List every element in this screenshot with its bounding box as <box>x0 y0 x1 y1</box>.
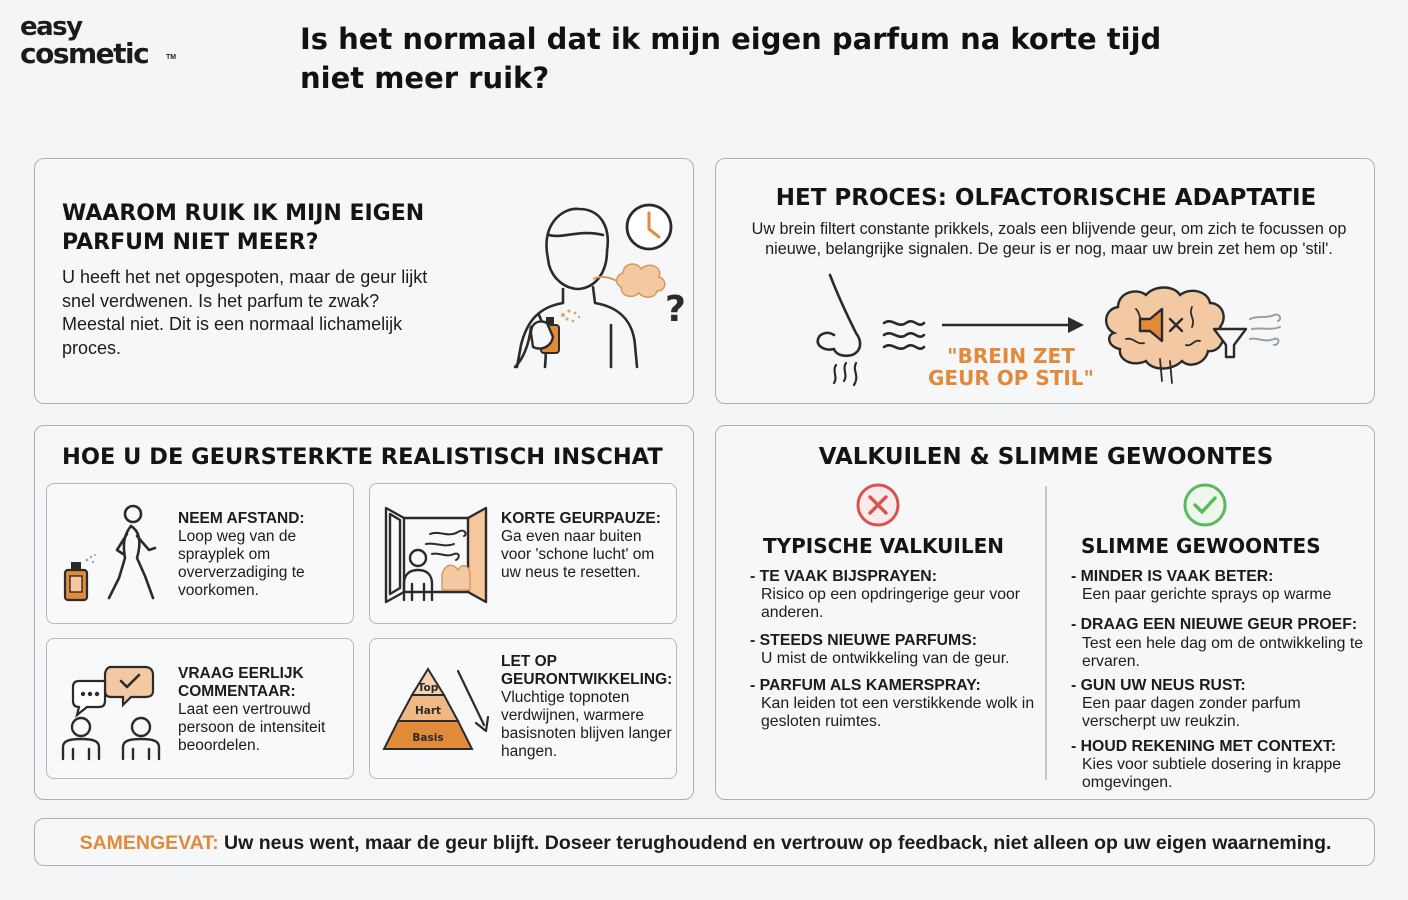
estimate-heading: HOE U DE GEURSTERKTE REALISTISCH INSCHAT <box>62 444 663 470</box>
brain-muted-icon <box>1096 283 1286 387</box>
logo-trademark: TM <box>166 54 177 61</box>
tip-title-distance: NEEM AFSTAND: <box>178 510 305 527</box>
tip-text-feedback <box>178 665 350 755</box>
summary-body: Uw neus went, maar de geur blijft. Doseer terughoudend en vertrouw op feedback, niet alleen op uw eigen waarneming. <box>224 832 1332 854</box>
habit-title: - MINDER IS VAAK BETER: <box>1071 568 1274 585</box>
feedback-people-icon <box>59 661 165 761</box>
habit-item <box>1071 568 1371 604</box>
tip-title-feedback: VRAAG EERLIJK COMMENTAAR: <box>178 665 304 700</box>
habit-item <box>1071 738 1371 793</box>
pitfall-title: - PARFUM ALS KAMERSPRAY: <box>750 677 981 695</box>
pitfalls-heading: VALKUILEN & SLIMME GEWOONTES <box>818 444 1274 470</box>
why-body: U heeft het net opgespoten, maar de geur lijkt snel verdwenen. Is het parfum te zwak? Meestal niet. Dit is een normaal lichamelijk proces. <box>62 267 428 358</box>
pitfall-item <box>750 632 1040 668</box>
summary-text <box>35 831 1376 855</box>
tip-text-development <box>501 653 677 761</box>
tip-body-distance: Loop weg van de sprayplek om oververzadiging te voorkomen. <box>178 528 305 599</box>
tip-body-development: Vluchtige topnoten verdwijnen, warmere basisnoten blijven langer hangen. <box>501 689 672 760</box>
pyramid-top-label: Top <box>417 682 439 694</box>
tip-text-pause <box>501 510 671 582</box>
habit-text: Een paar dagen zonder parfum verscherpt uw reukzin. <box>1082 695 1301 731</box>
habit-title: - DRAAG EEN NIEUWE GEUR PROEF: <box>1071 616 1358 634</box>
brand-logo <box>20 14 190 70</box>
person-spraying-perfume-icon <box>469 195 689 370</box>
process-panel <box>715 158 1375 404</box>
tip-title-development: LET OP GEURONTWIKKELING: <box>501 653 673 688</box>
pitfall-text: U mist de ontwikkeling van de geur. <box>761 649 1010 667</box>
pitfall-text: Risico op een opdringerige geur voor anderen. <box>761 586 1021 622</box>
habit-text: Test een hele dag om de ontwikkeling te ervaren. <box>1082 634 1364 670</box>
pyramid-middle-label: Hart <box>414 705 442 717</box>
process-label-line-1: "BREIN ZET <box>947 344 1075 368</box>
arrow-right-icon <box>940 315 1086 335</box>
estimate-panel <box>34 425 694 800</box>
logo-line-1: easy <box>20 12 82 42</box>
pitfalls-bad-heading: TYPISCHE VALKUILEN <box>763 534 1004 558</box>
habit-item <box>1071 616 1371 671</box>
tip-card-pause <box>369 483 677 624</box>
summary-label: SAMENGEVAT: <box>79 832 219 854</box>
summary-bar <box>34 818 1375 866</box>
why-panel <box>34 158 694 404</box>
habit-item <box>1071 677 1371 732</box>
process-heading: HET PROCES: OLFACTORISCHE ADAPTATIE <box>775 185 1317 211</box>
tip-text-distance <box>178 510 348 600</box>
why-heading: WAAROM RUIK IK MIJN EIGEN PARFUM NIET MEER? <box>62 201 425 255</box>
pitfall-title: - TE VAAK BIJSPRAYEN: <box>750 568 937 585</box>
pitfall-item <box>750 568 1040 623</box>
pitfalls-good-heading: SLIMME GEWOONTES <box>1081 534 1321 558</box>
pyramid-base-label: Basis <box>412 732 444 744</box>
tip-card-development <box>369 638 677 779</box>
pitfalls-good-list <box>1071 568 1371 801</box>
walking-away-icon <box>61 502 165 606</box>
habit-text: Kies voor subtiele dosering in krappe omgevingen. <box>1082 755 1342 792</box>
pitfalls-divider <box>1045 486 1047 780</box>
clock-icon <box>627 205 671 249</box>
open-window-icon <box>382 504 490 604</box>
habit-title: - GUN UW NEUS RUST: <box>1071 677 1246 695</box>
pitfall-item <box>750 677 1040 732</box>
tip-body-feedback: Laat een vertrouwd persoon de intensiteit beoordelen. <box>178 701 326 754</box>
tip-card-feedback <box>46 638 354 779</box>
pitfalls-bad-list <box>750 568 1040 741</box>
pitfall-title: - STEEDS NIEUWE PARFUMS: <box>750 631 978 649</box>
check-circle-icon <box>1182 482 1228 528</box>
process-label-line-2: GEUR OP STIL" <box>928 366 1094 390</box>
habit-title: - HOUD REKENING MET CONTEXT: <box>1071 737 1337 755</box>
tip-body-pause: Ga even naar buiten voor 'schone lucht' om uw neus te resetten. <box>501 528 655 581</box>
page-title: Is het normaal dat ik mijn eigen parfum na korte tijd niet meer ruik? <box>300 22 1162 95</box>
pitfall-text: Kan leiden tot een verstikkende wolk in gesloten ruimtes. <box>761 695 1035 731</box>
x-circle-icon <box>855 482 901 528</box>
logo-line-2: cosmetic <box>20 37 149 70</box>
pitfalls-panel <box>715 425 1375 800</box>
question-mark-icon: ? <box>665 289 686 330</box>
tip-card-distance <box>46 483 354 624</box>
tip-title-pause: KORTE GEURPAUZE: <box>501 510 661 527</box>
habit-text: Een paar gerichte sprays op warme <box>1082 586 1332 604</box>
process-body: Uw brein filtert constante prikkels, zoals een blijvende geur, om zich te focussen op nieuwe, belangrijke signalen. De geur is er nog, maar uw brein zet hem op 'stil'. <box>751 220 1347 258</box>
fragrance-pyramid-icon <box>380 665 492 755</box>
